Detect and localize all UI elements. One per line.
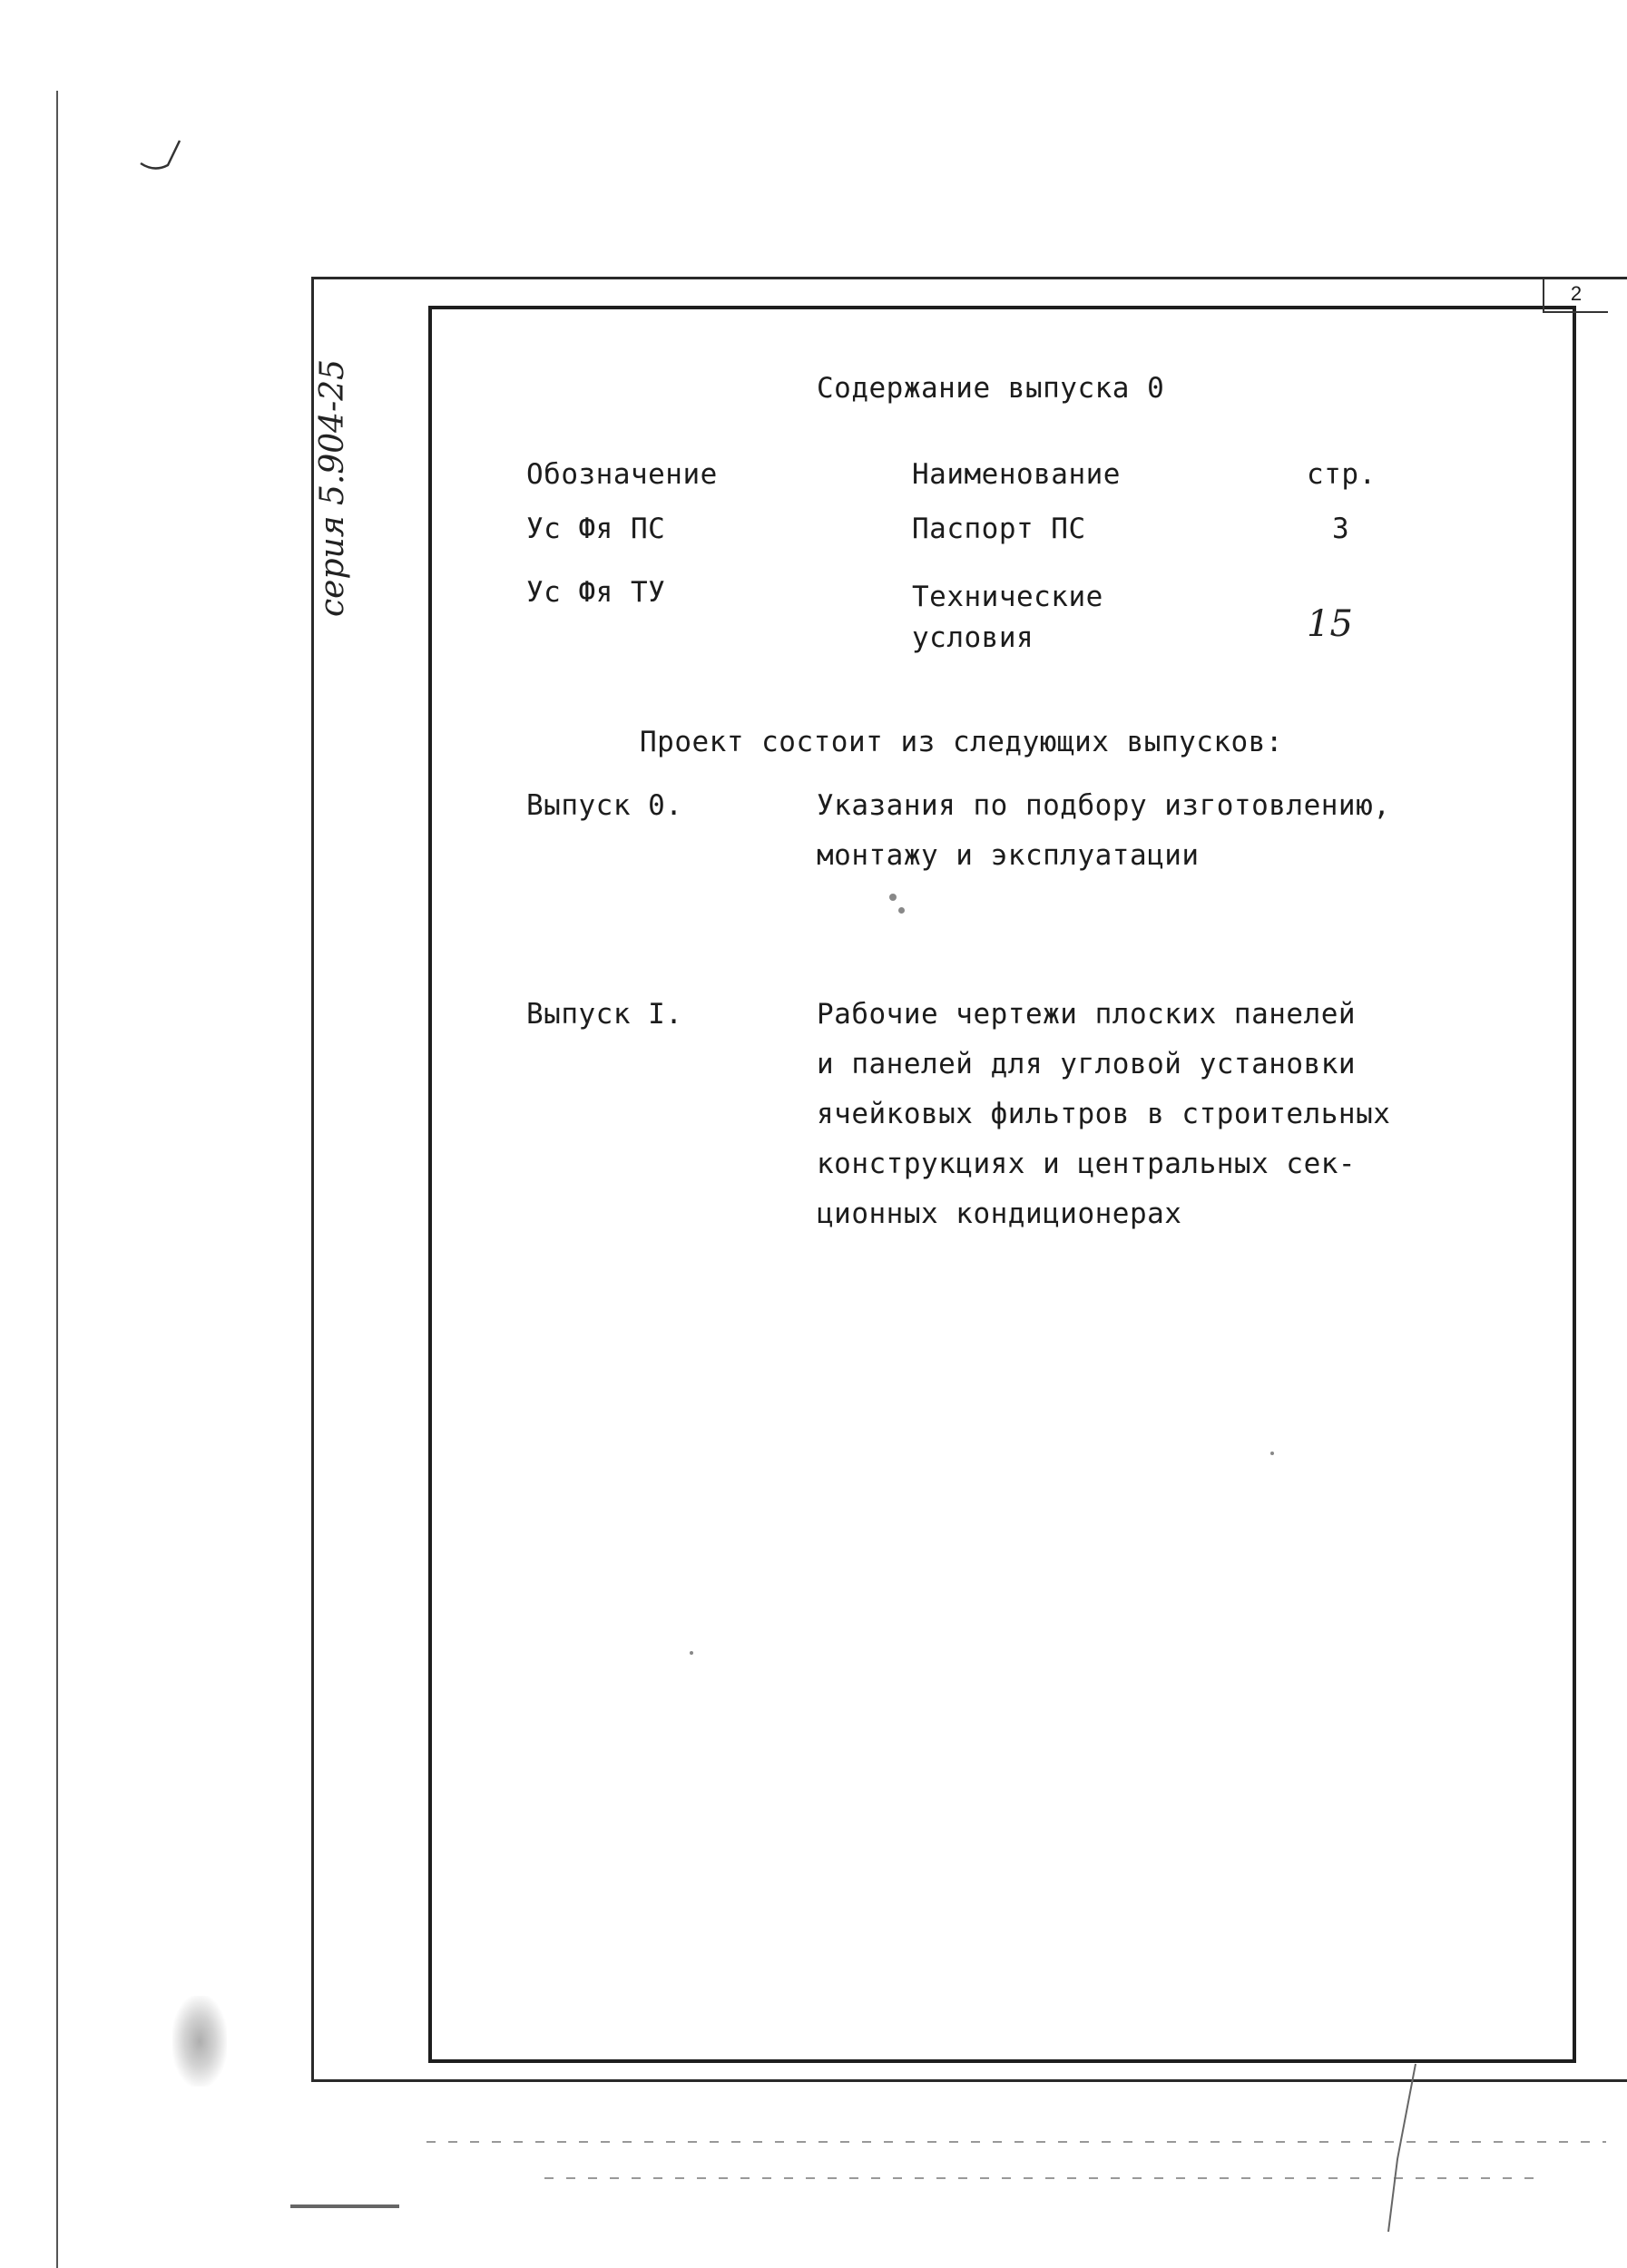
- row-page-handwritten: 15: [1307, 603, 1353, 645]
- issue-label: Выпуск 0.: [526, 789, 683, 822]
- scan-stain: [172, 1996, 227, 2087]
- issue-line: ционных кондиционерах: [817, 1198, 1182, 1230]
- row-name-cont: условия: [912, 621, 1034, 654]
- issue-line: ячейковых фильтров в строительных: [817, 1098, 1391, 1130]
- issue-line: Рабочие чертежи плоских панелей: [817, 998, 1357, 1031]
- row-page: 3: [1332, 513, 1350, 545]
- row-name: Паспорт ПС: [912, 513, 1086, 545]
- issue-line: монтажу и эксплуатации: [817, 839, 1200, 872]
- drawing-frame: [428, 306, 1576, 2063]
- scan-speck: [690, 1651, 693, 1655]
- header-designation: Обозначение: [526, 458, 718, 491]
- issue-label: Выпуск I.: [526, 998, 683, 1031]
- issue-line: и панелей для угловой установки: [817, 1048, 1357, 1080]
- scan-speck: [1270, 1452, 1274, 1455]
- scan-mark: [290, 2204, 399, 2208]
- series-stamp: серия 5.904-25: [314, 358, 351, 617]
- issue-line: Указания по подбору изготовлению,: [817, 789, 1391, 822]
- scan-speck: [898, 907, 905, 914]
- row-designation: Ус Фя ПС: [526, 513, 666, 545]
- binding-edge-line: [56, 91, 58, 2268]
- pencil-mark: [1361, 2059, 1434, 2241]
- row-name: Технические: [912, 581, 1103, 613]
- issue-line: конструкциях и центральных сек-: [817, 1148, 1357, 1180]
- row-designation: Ус Фя ТУ: [526, 576, 666, 609]
- page-number: 2: [1543, 279, 1608, 313]
- scan-speck: [889, 894, 897, 901]
- project-heading: Проект состоит из следующих выпусков:: [640, 726, 1284, 758]
- header-name: Наименование: [912, 458, 1121, 491]
- handwritten-check-mark: [136, 136, 191, 181]
- contents-title: Содержание выпуска 0: [817, 372, 1165, 405]
- header-page: стр.: [1307, 458, 1377, 491]
